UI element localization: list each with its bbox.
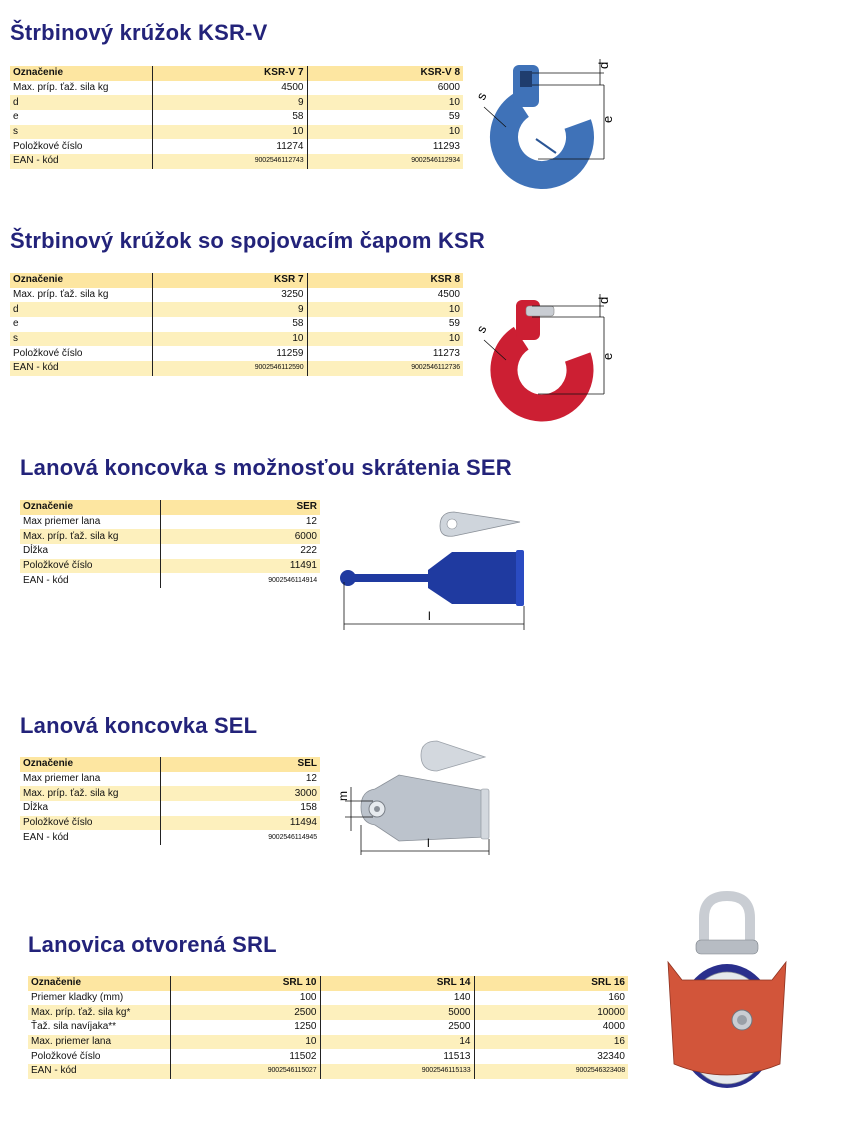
- table-cell: 11293: [307, 139, 463, 154]
- section-title: Lanová koncovka SEL: [20, 713, 258, 738]
- table-cell: 10000: [474, 1005, 628, 1020]
- table-row: [10, 332, 463, 347]
- row-label: Ťaž. sila navíjaka**: [31, 1021, 117, 1033]
- table-cell: 5000: [320, 1005, 474, 1020]
- table-cell: 9002546114914: [160, 573, 320, 588]
- table-cell: 1250: [170, 1020, 320, 1035]
- table-header-row: [10, 273, 463, 288]
- row-label: EAN - kód: [28, 1064, 170, 1079]
- row-label: Max. priemer lana: [28, 1035, 170, 1050]
- table-cell: 58: [152, 317, 307, 332]
- column-header: KSR 8: [307, 273, 463, 288]
- row-label: Max priemer lana: [23, 516, 101, 528]
- table-row: [20, 573, 320, 588]
- table-row: [10, 139, 463, 154]
- table-row: [28, 991, 628, 1006]
- table-cell: 10: [152, 332, 307, 347]
- table-cell: 11494: [160, 816, 320, 831]
- row-label: Položkové číslo: [20, 816, 160, 831]
- dimension-label-e: e: [600, 115, 615, 123]
- row-label: Položkové číslo: [20, 559, 160, 574]
- section-title: Lanovica otvorená SRL: [28, 932, 277, 957]
- column-header: KSR 7: [152, 273, 307, 288]
- column-header: Označenie: [20, 757, 160, 772]
- table-cell: 32340: [474, 1049, 628, 1064]
- table-cell: 9002546112934: [307, 154, 463, 169]
- table-row: [20, 801, 320, 816]
- table-cell: 11513: [320, 1049, 474, 1064]
- table-cell: 9002546112743: [152, 154, 307, 169]
- table-cell: 9002546112590: [152, 361, 307, 376]
- row-label: Max. príp. ťaž. sila kg: [20, 786, 160, 801]
- table-cell: 2500: [320, 1020, 474, 1035]
- table-header-row: [20, 757, 320, 772]
- row-label: Max. príp. ťaž. sila kg*: [28, 1005, 170, 1020]
- table-cell: 59: [307, 317, 463, 332]
- table-cell: 6000: [307, 81, 463, 96]
- table-cell: 10: [307, 302, 463, 317]
- table-cell: 4500: [152, 81, 307, 96]
- spec-table: [20, 757, 320, 845]
- table-cell: 160: [474, 991, 628, 1006]
- table-cell: 16: [474, 1035, 628, 1050]
- table-cell: 140: [320, 991, 474, 1006]
- section-title: Lanová koncovka s možnosťou skrátenia SER: [20, 455, 512, 480]
- table-row: [20, 529, 320, 544]
- ser-wedge-socket-image: [340, 508, 535, 633]
- table-cell: 2500: [170, 1005, 320, 1020]
- table-row: [28, 1020, 628, 1035]
- table-cell: 9002546115133: [320, 1064, 474, 1079]
- dimension-label-m: m: [336, 791, 350, 801]
- row-label: Položkové číslo: [13, 140, 83, 152]
- table-row: [10, 125, 463, 140]
- dimension-label-s: s: [473, 90, 490, 103]
- srl-pulley-block-image: [662, 888, 792, 1098]
- row-label: EAN - kód: [23, 831, 69, 843]
- table-cell: 4500: [307, 288, 463, 303]
- column-header: Označenie: [20, 500, 160, 515]
- table-cell: 9: [152, 302, 307, 317]
- row-label: EAN - kód: [10, 154, 152, 169]
- table-row: [10, 302, 463, 317]
- column-header: SRL 10: [170, 976, 320, 991]
- table-row: [10, 288, 463, 303]
- table-row: [10, 154, 463, 169]
- table-cell: 9002546114945: [160, 830, 320, 845]
- table-cell: 10: [170, 1035, 320, 1050]
- dimension-label-d: d: [596, 296, 611, 304]
- table-cell: 9002546323408: [474, 1064, 628, 1079]
- table-cell: 3000: [160, 786, 320, 801]
- table-cell: 158: [160, 801, 320, 816]
- table-row: [20, 816, 320, 831]
- row-label: Max priemer lana: [23, 773, 101, 785]
- row-label: Dĺžka: [23, 545, 49, 557]
- dimension-label-e: e: [600, 352, 615, 360]
- table-header-row: [10, 66, 463, 81]
- row-label: e: [13, 318, 19, 330]
- row-label: d: [10, 95, 152, 110]
- table-cell: 59: [307, 110, 463, 125]
- table-cell: 12: [160, 515, 320, 530]
- column-header: Označenie: [10, 273, 152, 288]
- row-label: Položkové číslo: [31, 1050, 101, 1062]
- table-row: [28, 1064, 628, 1079]
- row-label: Max. príp. ťaž. sila kg: [13, 289, 109, 301]
- table-cell: 11491: [160, 559, 320, 574]
- section-title: Štrbinový krúžok KSR-V: [10, 20, 268, 45]
- table-cell: 11274: [152, 139, 307, 154]
- table-cell: 58: [152, 110, 307, 125]
- table-row: [10, 110, 463, 125]
- row-label: s: [10, 125, 152, 140]
- table-cell: 6000: [160, 529, 320, 544]
- column-header: SRL 14: [320, 976, 474, 991]
- table-cell: 222: [160, 544, 320, 559]
- table-row: [20, 830, 320, 845]
- row-label: EAN - kód: [23, 574, 69, 586]
- table-row: [20, 544, 320, 559]
- table-cell: 11502: [170, 1049, 320, 1064]
- row-label: e: [13, 111, 19, 123]
- table-row: [10, 361, 463, 376]
- table-row: [28, 1035, 628, 1050]
- ksr-v-hook-image: [473, 55, 626, 195]
- dimension-label-s: s: [473, 323, 490, 336]
- row-label: Položkové číslo: [13, 347, 83, 359]
- table-cell: 10: [307, 95, 463, 110]
- column-header: KSR-V 7: [152, 66, 307, 81]
- table-cell: 14: [320, 1035, 474, 1050]
- table-cell: 10: [307, 125, 463, 140]
- table-cell: 9: [152, 95, 307, 110]
- column-header: SEL: [160, 757, 320, 772]
- table-cell: 11259: [152, 346, 307, 361]
- row-label: s: [10, 332, 152, 347]
- column-header: SER: [160, 500, 320, 515]
- column-header: Označenie: [10, 66, 152, 81]
- row-label: EAN - kód: [10, 361, 152, 376]
- row-label: d: [10, 302, 152, 317]
- table-cell: 11273: [307, 346, 463, 361]
- table-row: [28, 1049, 628, 1064]
- row-label: Max. príp. ťaž. sila kg: [13, 82, 109, 94]
- spec-table: [20, 500, 320, 588]
- dimension-label-d: d: [596, 61, 611, 69]
- sel-wedge-socket-image: [337, 735, 497, 860]
- spec-table: [10, 273, 463, 376]
- column-header: KSR-V 8: [307, 66, 463, 81]
- table-row: [28, 1005, 628, 1020]
- dimension-label-l: l: [427, 836, 430, 850]
- dimension-label-l: l: [428, 609, 431, 623]
- table-cell: 4000: [474, 1020, 628, 1035]
- row-label: Priemer kladky (mm): [31, 992, 124, 1004]
- table-cell: 100: [170, 991, 320, 1006]
- table-row: [20, 786, 320, 801]
- table-row: [10, 81, 463, 96]
- table-row: [20, 772, 320, 787]
- column-header: Označenie: [28, 976, 170, 991]
- table-header-row: [28, 976, 628, 991]
- table-cell: 9002546115027: [170, 1064, 320, 1079]
- table-row: [10, 317, 463, 332]
- table-cell: 12: [160, 772, 320, 787]
- spec-table: [10, 66, 463, 169]
- column-header: SRL 16: [474, 976, 628, 991]
- table-cell: 10: [307, 332, 463, 347]
- row-label: Dĺžka: [23, 802, 49, 814]
- table-row: [10, 346, 463, 361]
- ksr-hook-image: [473, 290, 626, 428]
- table-cell: 10: [152, 125, 307, 140]
- table-cell: 3250: [152, 288, 307, 303]
- section-title: Štrbinový krúžok so spojovacím čapom KSR: [10, 228, 486, 253]
- row-label: Max. príp. ťaž. sila kg: [20, 529, 160, 544]
- table-header-row: [20, 500, 320, 515]
- table-row: [20, 559, 320, 574]
- table-cell: 9002546112736: [307, 361, 463, 376]
- table-row: [20, 515, 320, 530]
- table-row: [10, 95, 463, 110]
- spec-table: [28, 976, 628, 1079]
